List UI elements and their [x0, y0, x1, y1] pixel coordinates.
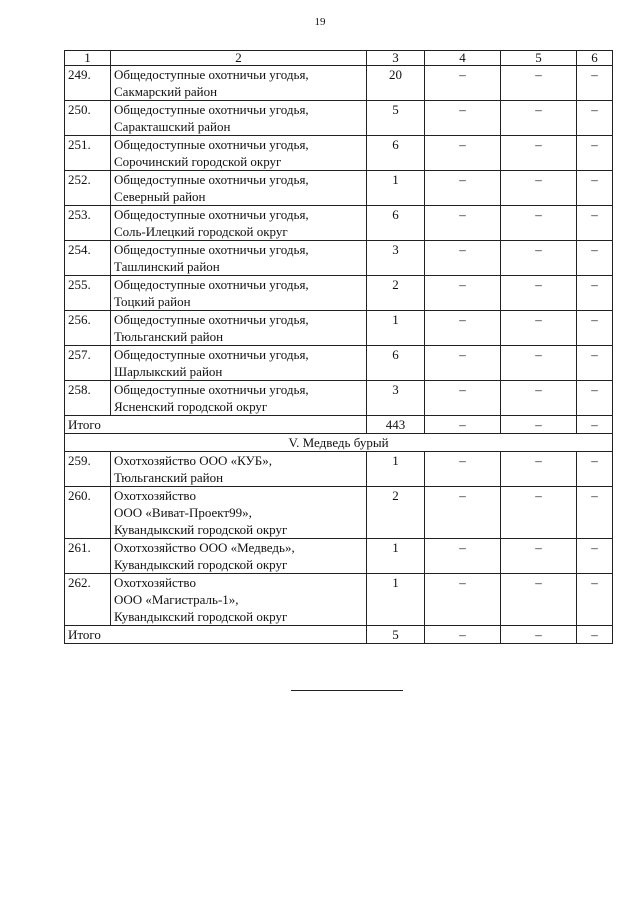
row-number: 259.	[65, 452, 111, 487]
row-number: 260.	[65, 487, 111, 539]
row-name-line: Шарлыкский район	[114, 364, 223, 379]
table-row	[65, 487, 613, 539]
row-col3-value: 2	[367, 276, 425, 311]
table-row	[65, 452, 613, 487]
row-name-line: Охотхозяйство ООО «Медведь»,	[114, 540, 295, 555]
row-name	[111, 539, 367, 574]
total-c5-value: –	[501, 626, 577, 644]
row-c5-value: –	[501, 574, 577, 626]
row-c4-value: –	[425, 241, 501, 276]
row-c4-value: –	[425, 311, 501, 346]
row-col3-value: 5	[367, 101, 425, 136]
row-c4-value: –	[425, 66, 501, 101]
total-c4-value: –	[425, 416, 501, 434]
row-name-line: Сакмарский район	[114, 84, 218, 99]
row-name-line: Общедоступные охотничьи угодья,	[114, 347, 309, 362]
row-name-line: Кувандыкский городской округ	[114, 522, 288, 537]
row-name	[111, 346, 367, 381]
total-label: Итого	[65, 416, 367, 434]
hunting-quota-table	[64, 50, 613, 644]
row-name-line: Тюльганский район	[114, 329, 224, 344]
row-c4-value: –	[425, 574, 501, 626]
row-number: 251.	[65, 136, 111, 171]
table-row	[65, 241, 613, 276]
row-name	[111, 311, 367, 346]
row-name	[111, 487, 367, 539]
row-c4-value: –	[425, 539, 501, 574]
row-c6-value: –	[577, 346, 613, 381]
column-header-3: 3	[367, 51, 425, 66]
column-header-6: 6	[577, 51, 613, 66]
row-name	[111, 574, 367, 626]
row-name	[111, 101, 367, 136]
row-c5-value: –	[501, 171, 577, 206]
row-name-line: Общедоступные охотничьи угодья,	[114, 242, 309, 257]
row-name	[111, 452, 367, 487]
row-c4-value: –	[425, 487, 501, 539]
column-header-5: 5	[501, 51, 577, 66]
row-c5-value: –	[501, 346, 577, 381]
row-name-line: Тоцкий район	[114, 294, 191, 309]
row-col3-value: 1	[367, 574, 425, 626]
table-row	[65, 381, 613, 416]
row-c5-value: –	[501, 136, 577, 171]
row-c6-value: –	[577, 171, 613, 206]
row-c5-value: –	[501, 101, 577, 136]
row-col3-value: 1	[367, 452, 425, 487]
row-c6-value: –	[577, 136, 613, 171]
row-c4-value: –	[425, 171, 501, 206]
row-col3-value: 3	[367, 241, 425, 276]
row-c5-value: –	[501, 452, 577, 487]
row-name-line: Северный район	[114, 189, 206, 204]
table-row	[65, 206, 613, 241]
row-number: 252.	[65, 171, 111, 206]
header-row	[65, 51, 613, 66]
total-label: Итого	[65, 626, 367, 644]
row-name-line: Охотхозяйство	[114, 575, 196, 590]
row-name-line: Соль-Илецкий городской округ	[114, 224, 288, 239]
row-c6-value: –	[577, 381, 613, 416]
row-name-line: Тюльганский район	[114, 470, 224, 485]
page-number: 19	[314, 16, 326, 28]
table-row	[65, 171, 613, 206]
end-rule	[291, 690, 403, 691]
row-col3-value: 2	[367, 487, 425, 539]
row-name-line: Кувандыкский городской округ	[114, 609, 288, 624]
column-header-4: 4	[425, 51, 501, 66]
row-name-line: Сорочинский городской округ	[114, 154, 282, 169]
row-c6-value: –	[577, 487, 613, 539]
row-c4-value: –	[425, 136, 501, 171]
row-c5-value: –	[501, 311, 577, 346]
section-title: V. Медведь бурый	[65, 434, 613, 452]
table-row	[65, 539, 613, 574]
total-row	[65, 626, 613, 644]
row-name-line: Общедоступные охотничьи угодья,	[114, 137, 309, 152]
row-c4-value: –	[425, 452, 501, 487]
row-c5-value: –	[501, 276, 577, 311]
column-header-2: 2	[111, 51, 367, 66]
row-c6-value: –	[577, 452, 613, 487]
table-row	[65, 276, 613, 311]
row-name-line: Саракташский район	[114, 119, 231, 134]
row-number: 262.	[65, 574, 111, 626]
total-row	[65, 416, 613, 434]
section-row	[65, 434, 613, 452]
row-name-line: Общедоступные охотничьи угодья,	[114, 67, 309, 82]
row-c5-value: –	[501, 381, 577, 416]
row-number: 250.	[65, 101, 111, 136]
row-c6-value: –	[577, 66, 613, 101]
row-c4-value: –	[425, 206, 501, 241]
row-name-line: Общедоступные охотничьи угодья,	[114, 207, 309, 222]
row-name-line: Охотхозяйство	[114, 488, 196, 503]
row-c6-value: –	[577, 539, 613, 574]
row-c4-value: –	[425, 276, 501, 311]
row-c6-value: –	[577, 276, 613, 311]
row-c6-value: –	[577, 101, 613, 136]
row-name-line: Общедоступные охотничьи угодья,	[114, 312, 309, 327]
row-col3-value: 6	[367, 346, 425, 381]
row-number: 256.	[65, 311, 111, 346]
total-col3-value: 443	[367, 416, 425, 434]
row-name	[111, 381, 367, 416]
row-name	[111, 171, 367, 206]
row-name-line: ООО «Магистраль-1»,	[114, 592, 239, 607]
table-row	[65, 101, 613, 136]
row-name-line: Ясненский городской округ	[114, 399, 268, 414]
row-name-line: Общедоступные охотничьи угодья,	[114, 102, 309, 117]
column-header-1: 1	[65, 51, 111, 66]
row-col3-value: 1	[367, 311, 425, 346]
row-c5-value: –	[501, 539, 577, 574]
row-number: 254.	[65, 241, 111, 276]
row-name-line: Ташлинский район	[114, 259, 220, 274]
row-number: 258.	[65, 381, 111, 416]
total-col3-value: 5	[367, 626, 425, 644]
table-row	[65, 346, 613, 381]
total-c4-value: –	[425, 626, 501, 644]
row-c6-value: –	[577, 311, 613, 346]
row-c4-value: –	[425, 346, 501, 381]
row-name	[111, 241, 367, 276]
table-row	[65, 136, 613, 171]
row-c5-value: –	[501, 66, 577, 101]
row-name	[111, 276, 367, 311]
row-number: 255.	[65, 276, 111, 311]
row-c6-value: –	[577, 206, 613, 241]
row-name	[111, 66, 367, 101]
row-name-line: Общедоступные охотничьи угодья,	[114, 172, 309, 187]
row-name-line: Общедоступные охотничьи угодья,	[114, 382, 309, 397]
row-c5-value: –	[501, 487, 577, 539]
row-name-line: Общедоступные охотничьи угодья,	[114, 277, 309, 292]
row-col3-value: 1	[367, 171, 425, 206]
row-c4-value: –	[425, 381, 501, 416]
row-name-line: ООО «Виват-Проект99»,	[114, 505, 252, 520]
row-col3-value: 1	[367, 539, 425, 574]
row-number: 257.	[65, 346, 111, 381]
row-number: 261.	[65, 539, 111, 574]
table-row	[65, 66, 613, 101]
row-col3-value: 3	[367, 381, 425, 416]
row-name	[111, 136, 367, 171]
row-c5-value: –	[501, 206, 577, 241]
row-c5-value: –	[501, 241, 577, 276]
row-col3-value: 20	[367, 66, 425, 101]
row-col3-value: 6	[367, 206, 425, 241]
row-name-line: Охотхозяйство ООО «КУБ»,	[114, 453, 272, 468]
row-col3-value: 6	[367, 136, 425, 171]
total-c6-value: –	[577, 416, 613, 434]
row-c4-value: –	[425, 101, 501, 136]
row-c6-value: –	[577, 241, 613, 276]
row-name	[111, 206, 367, 241]
row-number: 253.	[65, 206, 111, 241]
row-c6-value: –	[577, 574, 613, 626]
table-row	[65, 311, 613, 346]
row-name-line: Кувандыкский городской округ	[114, 557, 288, 572]
row-number: 249.	[65, 66, 111, 101]
total-c5-value: –	[501, 416, 577, 434]
table-row	[65, 574, 613, 626]
total-c6-value: –	[577, 626, 613, 644]
